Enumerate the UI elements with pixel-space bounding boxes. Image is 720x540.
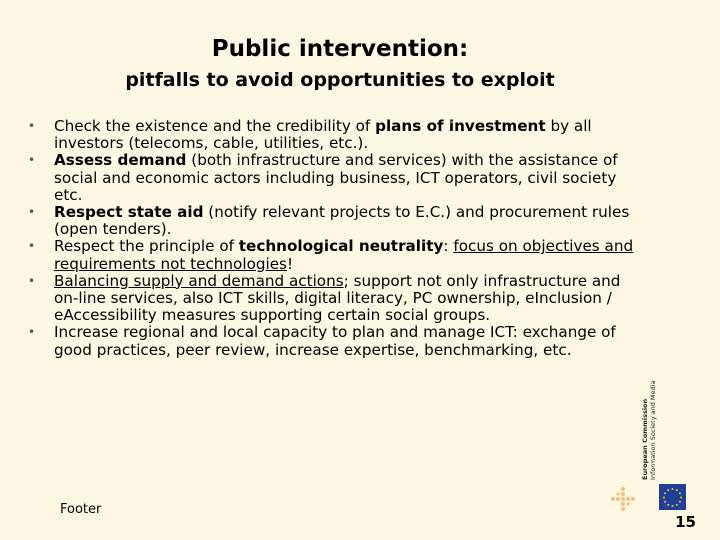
bullet-text-segment: Check the existence and the credibility of bbox=[54, 117, 376, 135]
bullet-marker: • bbox=[28, 119, 36, 133]
bullet-text-segment: : bbox=[443, 237, 454, 256]
bullet-item bbox=[28, 238, 640, 272]
bullet-text-segment: Respect state aid bbox=[54, 203, 204, 222]
footer-text: Footer bbox=[60, 502, 102, 517]
bullet-text-segment: (both infrastructure and services) with the assistance of social and economic actors including business, ICT operators, civil society etc. bbox=[54, 151, 618, 204]
slide-title: Public intervention: bbox=[211, 36, 469, 62]
bullet-text-segment: Assess demand bbox=[54, 151, 187, 170]
bullet-list bbox=[28, 118, 640, 359]
bullet-item bbox=[28, 204, 640, 238]
eu-flag-icon bbox=[659, 484, 686, 510]
slide-subtitle: pitfalls to avoid opportunities to exploit bbox=[125, 69, 555, 91]
bullet-text-segment: ; support not only infrastructure and on-line services, also ICT skills, digital literacy, PC ownership, eInclusion / eAccessibility measures supporting certain social groups. bbox=[54, 271, 621, 325]
bullet-item bbox=[28, 118, 640, 152]
bullet-text-segment: technological neutrality bbox=[238, 237, 444, 256]
logo-org-name: European Commission bbox=[641, 398, 649, 480]
bullet-text-segment: focus on objectives and requirements not technologies bbox=[54, 237, 634, 273]
decorative-cross-dots-icon bbox=[610, 486, 636, 512]
bullet-text-segment: Increase regional and local capacity to plan and manage ICT: exchange of good practices, peer review, increase expertise, benchmarking, etc. bbox=[54, 323, 616, 359]
bullet-marker: • bbox=[28, 239, 36, 254]
bullet-text-segment: Respect the principle of bbox=[54, 237, 239, 256]
logo-dept-name: Information Society and Media bbox=[649, 380, 657, 480]
bullet-item bbox=[28, 273, 640, 325]
bullet-marker: • bbox=[28, 153, 36, 168]
bullet-text-segment: (notify relevant projects to E.C.) and procurement rules (open tenders). bbox=[54, 203, 630, 239]
bullet-item bbox=[28, 324, 640, 358]
bullet-text-segment: by all investors (telecoms, cable, utilities, etc.). bbox=[54, 117, 592, 153]
bullet-text-segment: plans of investment bbox=[375, 117, 546, 135]
bullet-text-segment: ! bbox=[286, 254, 294, 273]
page-number: 15 bbox=[675, 513, 696, 531]
bullet-text-segment: Balancing supply and demand actions bbox=[54, 271, 344, 290]
ec-logo-text bbox=[641, 381, 657, 480]
bullet-marker: • bbox=[28, 273, 36, 288]
bullet-marker: • bbox=[28, 325, 36, 340]
bullet-marker: • bbox=[28, 205, 36, 220]
bullet-item bbox=[28, 152, 640, 204]
